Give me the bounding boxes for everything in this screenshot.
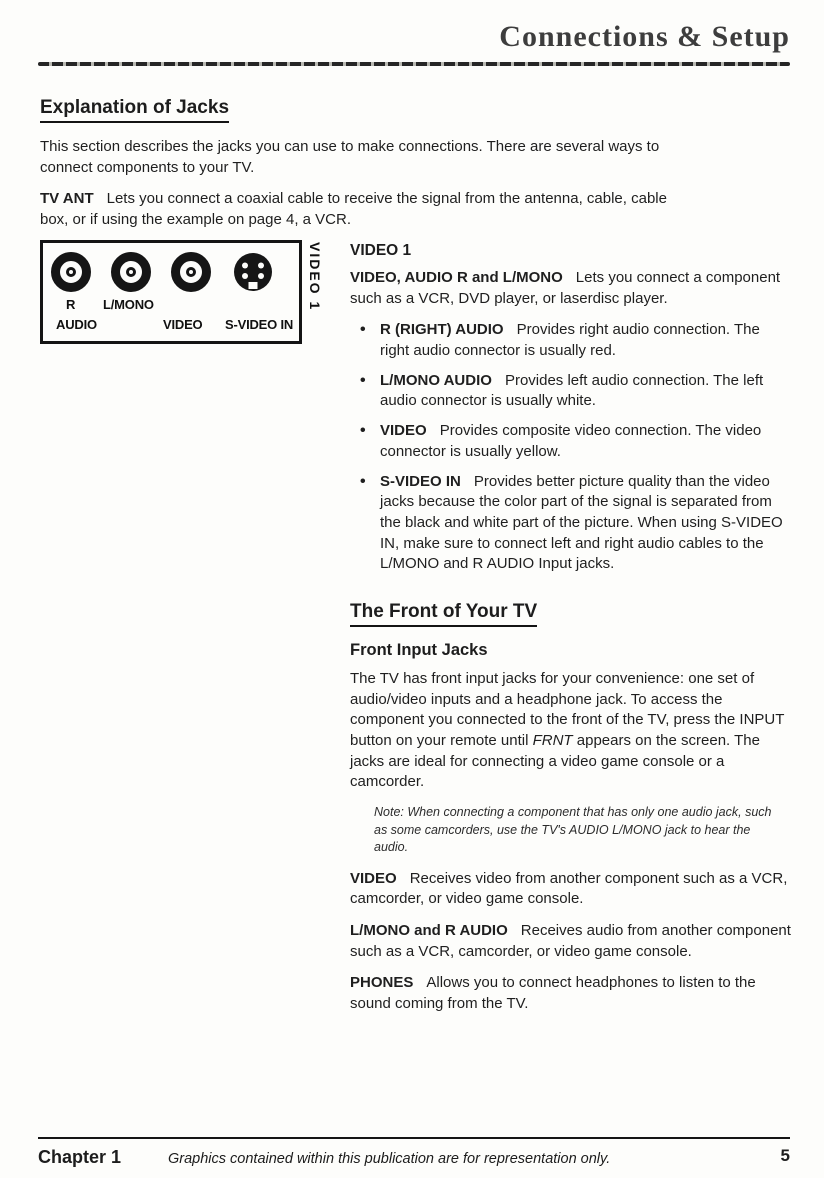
tv-ant-desc: Lets you connect a coaxial cable to receive the signal from the antenna, cable, cable box, or if using the example on page 4, a VCR. [40, 190, 667, 229]
label-audio: AUDIO [56, 317, 97, 332]
video1-lead-desc: Lets you connect a component such as a VCR, DVD player, or laserdisc player. [350, 269, 781, 307]
footer-note: Graphics contained within this publication are for representation only. [168, 1151, 611, 1167]
term-desc: Receives audio from another component such as a VCR, camcorder, or video game console. [350, 921, 791, 960]
rca-center-pin-icon [186, 267, 196, 277]
bullet-item-r-audio [350, 320, 792, 361]
section-heading-explanation: Explanation of Jacks [40, 97, 229, 123]
front-body-paragraph [350, 669, 792, 793]
rca-center-pin-icon [66, 267, 76, 277]
term-desc: Allows you to connect headphones to listen to the sound coming from the TV. [350, 974, 756, 1012]
bullet-desc: Provides left audio connection. The left audio connector is usually white. [380, 371, 764, 410]
tv-ant-paragraph [40, 189, 680, 230]
bullet-term: VIDEO [380, 422, 427, 440]
explanation-section [40, 97, 680, 242]
label-video: VIDEO [163, 317, 203, 332]
header-divider [38, 62, 790, 66]
term-desc: Receives video from another component such as a VCR, camcorder, or video game console. [350, 869, 788, 908]
footer-chapter: Chapter 1 [38, 1147, 122, 1167]
footer-divider [38, 1137, 790, 1139]
term-label: L/MONO and R AUDIO [350, 921, 508, 939]
front-term-lmono-r-audio [350, 921, 792, 962]
video1-lead-term: VIDEO, AUDIO R and L/MONO [350, 269, 563, 286]
label-lmono: L/MONO [103, 297, 154, 312]
rca-jack-lmono-audio-icon [111, 252, 151, 292]
front-section-heading: The Front of Your TV [350, 601, 537, 627]
front-input-jacks-subheading: Front Input Jacks [350, 640, 488, 659]
intro-paragraph: This section describes the jacks you can use to make connections. There are several ways to connect components to your TV. [40, 138, 660, 176]
video1-side-label: VIDEO 1 [307, 242, 323, 312]
label-svideo: S-VIDEO IN [225, 317, 294, 332]
term-label: VIDEO [350, 869, 397, 887]
front-term-video [350, 869, 792, 910]
tv-ant-term: TV ANT [40, 190, 94, 208]
right-column [350, 242, 792, 1026]
front-note: Note: When connecting a component that has only one audio jack, such as some camcorders, use the TV's AUDIO L/MONO jack to hear the audio. [374, 805, 772, 855]
video1-heading: VIDEO 1 [350, 242, 412, 259]
label-r: R [66, 297, 76, 312]
bullet-desc: Provides right audio connection. The right audio connector is usually red. [380, 321, 760, 360]
rca-jack-video-icon [171, 252, 211, 292]
video1-lead-paragraph [350, 268, 792, 309]
bullet-desc: Provides composite video connection. The video connector is usually yellow. [380, 422, 762, 460]
bullet-term: S-VIDEO IN [380, 472, 461, 490]
bullet-desc: Provides better picture quality than the video jacks because the color part of the signal is separated from the black and white part of the picture. When using S-VIDEO IN, make sure to connect left and right audio cables to the L/MONO and R AUDIO Input jacks. [380, 472, 783, 573]
footer-page-number: 5 [780, 1146, 790, 1165]
bullet-item-s-video [350, 472, 792, 575]
rca-center-pin-icon [126, 267, 136, 277]
frnt-text: FRNT [532, 732, 573, 749]
jack-panel-diagram [40, 240, 302, 344]
page-header-title: Connections & Setup [499, 20, 790, 53]
bullet-term: L/MONO AUDIO [380, 371, 492, 389]
term-label: PHONES [350, 974, 414, 992]
rca-jack-right-audio-icon [51, 252, 91, 292]
bullet-item-lmono-audio [350, 371, 792, 412]
bullet-item-video [350, 421, 792, 462]
s-video-jack-icon [233, 252, 273, 297]
video1-bullet-list [350, 320, 792, 575]
front-body-1: The TV has front input jacks for your convenience: one set of audio/video inputs and a headphone jack. To access the component you connected to the front of the TV, press the INPUT button on your remote until [350, 669, 785, 749]
front-term-phones [350, 973, 792, 1014]
bullet-term: R (RIGHT) AUDIO [380, 321, 504, 339]
front-body-2: appears on the screen. The jacks are ideal for connecting a video game console or a camcorder. [350, 732, 760, 791]
